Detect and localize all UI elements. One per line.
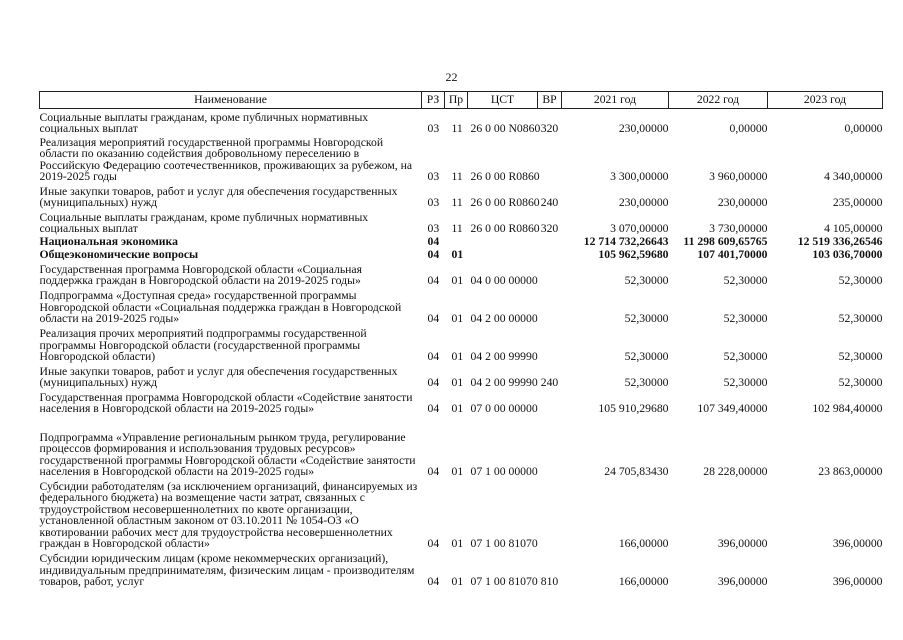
row-value-2021: 105 962,59680 xyxy=(598,248,669,262)
table-row xyxy=(40,135,883,183)
row-name: Иные закупки товаров, работ и услуг для обеспечения государственных (муниципальных) нужд xyxy=(39,184,398,210)
row-value-2022: 52,30000 xyxy=(723,350,768,364)
row-pr: 01 xyxy=(451,575,464,589)
row-name: Реализация прочих мероприятий подпрограммы государственной программы Новгородской области (государственной программы Новгородской области) xyxy=(39,327,367,364)
table-body xyxy=(40,109,883,588)
row-cst: 26 0 00 R0860 xyxy=(470,170,540,184)
row-rz: 04 xyxy=(427,402,440,416)
row-value-2023: 52,30000 xyxy=(838,312,883,326)
row-cst xyxy=(468,248,538,261)
row-value-2022: 28 228,00000 xyxy=(703,465,768,479)
header-2022: 2022 год xyxy=(669,92,768,109)
row-value-2021: 166,00000 xyxy=(618,537,669,551)
row-cst: 04 0 00 00000 xyxy=(470,274,538,288)
row-name: Государственная программа Новгородской области «Социальная поддержка граждан в Новгородской области на 2019-2025 годы» xyxy=(39,262,362,288)
table-row xyxy=(40,478,883,550)
row-name: Общеэкономические вопросы xyxy=(39,248,199,262)
row-value-2022: 3 730,00000 xyxy=(709,222,768,236)
header-vr: ВР xyxy=(538,92,562,109)
row-value-2021: 52,30000 xyxy=(624,350,669,364)
row-value-2022: 0,00000 xyxy=(729,122,768,136)
table-row xyxy=(40,550,883,588)
row-pr: 11 xyxy=(451,222,463,236)
table-row xyxy=(40,209,883,235)
row-value-2021: 166,00000 xyxy=(618,575,669,589)
row-rz: 04 xyxy=(427,312,440,326)
row-vr xyxy=(538,248,562,261)
row-pr: 01 xyxy=(451,376,464,390)
row-rz: 04 xyxy=(427,537,440,551)
row-pr: 01 xyxy=(451,537,464,551)
row-vr xyxy=(538,478,562,550)
table-row xyxy=(40,248,883,261)
header-cst: ЦСТ xyxy=(468,92,538,109)
row-cst: 04 2 00 99990 xyxy=(470,350,538,364)
row-value-2022: 3 960,00000 xyxy=(709,170,768,184)
row-pr: 11 xyxy=(451,196,463,210)
row-value-2023: 52,30000 xyxy=(838,350,883,364)
row-rz: 03 xyxy=(427,170,440,184)
row-value-2021: 52,30000 xyxy=(624,376,669,390)
row-vr: 320 xyxy=(540,122,559,136)
row-pr: 01 xyxy=(451,402,464,416)
row-value-2023: 52,30000 xyxy=(838,274,883,288)
table-row xyxy=(40,183,883,209)
row-cst: 04 2 00 00000 xyxy=(470,312,538,326)
row-value-2023: 396,00000 xyxy=(832,537,883,551)
row-rz: 03 xyxy=(427,222,440,236)
row-vr: 810 xyxy=(540,575,559,589)
row-value-2022: 11 298 609,65765 xyxy=(683,235,768,249)
row-vr xyxy=(538,415,562,478)
row-value-2021: 3 300,00000 xyxy=(610,170,669,184)
header-name: Наименование xyxy=(40,92,422,109)
row-rz: 04 xyxy=(427,235,440,249)
row-name: Национальная экономика xyxy=(39,235,178,249)
row-name: Социальные выплаты гражданам, кроме публичных нормативных социальных выплат xyxy=(39,210,369,236)
row-name: Подпрограмма «Управление региональным рынком труда, регулирование процессов формирования и использования трудовых ресурсов» государственной программы Новгородской области «Содействие занятости населения в Новгородской области на 2019-2025 годы» xyxy=(39,430,416,479)
row-vr xyxy=(538,135,562,183)
row-rz: 04 xyxy=(427,350,440,364)
row-value-2023: 52,30000 xyxy=(838,376,883,390)
row-value-2021: 24 705,83430 xyxy=(604,465,669,479)
budget-table xyxy=(39,91,883,588)
row-rz: 04 xyxy=(427,248,440,262)
row-cst: 07 1 00 81070 xyxy=(470,537,538,551)
row-value-2022: 230,00000 xyxy=(717,196,768,210)
row-value-2023: 102 984,40000 xyxy=(812,402,883,416)
row-value-2021: 52,30000 xyxy=(624,312,669,326)
row-value-2022: 52,30000 xyxy=(723,274,768,288)
row-rz: 04 xyxy=(427,465,440,479)
row-vr xyxy=(538,261,562,287)
row-cst: 26 0 00 R0860 xyxy=(470,222,540,236)
row-rz: 03 xyxy=(427,122,440,136)
row-pr: 01 xyxy=(451,248,464,262)
row-rz: 04 xyxy=(427,376,440,390)
table-row xyxy=(40,109,883,135)
row-value-2023: 235,00000 xyxy=(832,196,883,210)
row-vr: 240 xyxy=(540,376,559,390)
header-2021: 2021 год xyxy=(562,92,669,109)
row-value-2023: 12 519 336,26546 xyxy=(797,235,883,249)
row-name: Субсидии юридическим лицам (кроме некоммерческих организаций), индивидуальным предпринимателям, физическим лицам - производителям товаров, работ, услуг xyxy=(39,552,415,589)
row-cst: 26 0 00 N0860 xyxy=(470,122,541,136)
row-name: Иные закупки товаров, работ и услуг для обеспечения государственных (муниципальных) нужд xyxy=(39,364,398,390)
row-value-2021: 230,00000 xyxy=(618,122,669,136)
table-row xyxy=(40,415,883,478)
row-vr xyxy=(538,235,562,248)
row-value-2021: 230,00000 xyxy=(618,196,669,210)
table-row xyxy=(40,363,883,389)
row-name: Социальные выплаты гражданам, кроме публичных нормативных социальных выплат xyxy=(39,110,369,136)
row-pr: 11 xyxy=(451,170,463,184)
row-pr: 01 xyxy=(451,350,464,364)
row-vr: 320 xyxy=(540,222,559,236)
row-cst: 04 2 00 99990 xyxy=(470,376,538,390)
row-value-2022: 52,30000 xyxy=(723,312,768,326)
row-vr xyxy=(538,325,562,363)
row-value-2021: 3 070,00000 xyxy=(610,222,669,236)
table-header-row xyxy=(40,92,883,109)
row-pr: 01 xyxy=(451,312,464,326)
row-value-2022: 396,00000 xyxy=(717,537,768,551)
table-row xyxy=(40,325,883,363)
row-value-2023: 0,00000 xyxy=(844,122,883,136)
row-vr xyxy=(538,389,562,415)
row-value-2022: 107 401,70000 xyxy=(697,248,768,262)
page-number: 22 xyxy=(445,70,458,84)
row-value-2021: 105 910,29680 xyxy=(598,402,669,416)
row-rz: 03 xyxy=(427,196,440,210)
table-row xyxy=(40,261,883,287)
row-cst xyxy=(468,235,538,248)
row-value-2023: 23 863,00000 xyxy=(818,465,883,479)
table-row xyxy=(40,389,883,415)
row-value-2023: 4 105,00000 xyxy=(824,222,883,236)
row-pr xyxy=(445,235,468,248)
row-value-2022: 52,30000 xyxy=(723,376,768,390)
row-value-2022: 396,00000 xyxy=(717,575,768,589)
table-row xyxy=(40,287,883,325)
row-pr: 11 xyxy=(451,122,463,136)
row-value-2023: 103 036,70000 xyxy=(812,248,883,262)
row-value-2022: 107 349,40000 xyxy=(697,402,768,416)
row-name: Реализация мероприятий государственной программы Новгородской области по оказанию содействия добровольному переселению в Российскую Федерацию соотечественников, проживающих за рубежом, на 2019-2025 годы xyxy=(39,135,413,184)
header-2023: 2023 год xyxy=(768,92,883,109)
row-pr: 01 xyxy=(451,274,464,288)
row-cst: 07 0 00 00000 xyxy=(470,402,538,416)
row-vr xyxy=(538,287,562,325)
row-vr: 240 xyxy=(540,196,559,210)
row-value-2021: 12 714 732,26643 xyxy=(583,235,669,249)
row-value-2023: 396,00000 xyxy=(832,575,883,589)
row-name: Субсидии работодателям (за исключением организаций, финансируемых из федерального бюджета) на возмещение части затрат, связанных с трудоустройством несовершеннолетних по квоте организации, установленной областным законом от 03.10.2011 № 1054-ОЗ «О квотировании рабочих мест для трудоустройства несовершеннолетних граждан в Новгородской области» xyxy=(39,480,418,551)
row-pr: 01 xyxy=(451,465,464,479)
row-cst: 07 1 00 81070 xyxy=(470,575,538,589)
row-value-2021: 52,30000 xyxy=(624,274,669,288)
row-name: Подпрограмма «Доступная среда» государственной программы Новгородской области «Социальная поддержка граждан в Новгородской области на 2019-2025 годы» xyxy=(39,289,402,326)
row-cst: 26 0 00 R0860 xyxy=(470,196,540,210)
row-cst: 07 1 00 00000 xyxy=(470,465,538,479)
table-row xyxy=(40,235,883,248)
header-rz: РЗ xyxy=(422,92,445,109)
row-rz: 04 xyxy=(427,575,440,589)
row-rz: 04 xyxy=(427,274,440,288)
row-value-2023: 4 340,00000 xyxy=(824,170,883,184)
header-pr: Пр xyxy=(445,92,468,109)
row-name: Государственная программа Новгородской области «Содействие занятости населения в Новгородской области на 2019-2025 годы» xyxy=(39,390,413,416)
